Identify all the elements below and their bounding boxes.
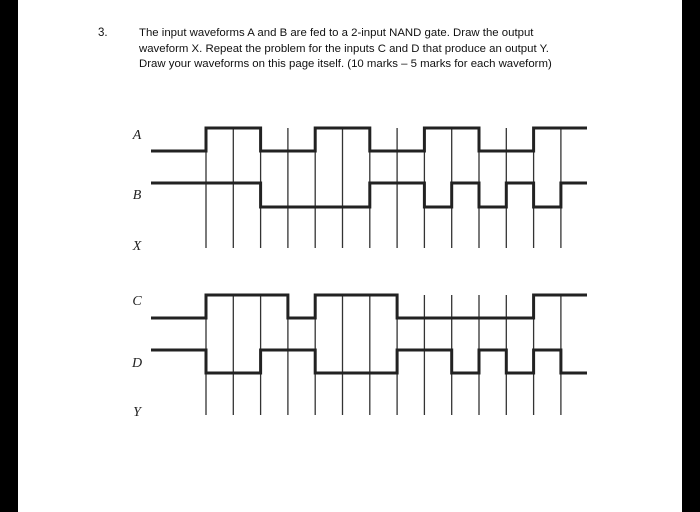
waveform-b <box>151 183 587 207</box>
label-y: Y <box>133 405 141 420</box>
label-b: B <box>132 188 142 203</box>
question-line-1: The input waveforms A and B are fed to a 2-input NAND gate. Draw the output <box>139 27 534 39</box>
waveform-a <box>151 128 587 151</box>
waveform-d <box>151 350 587 373</box>
question-line-3: Draw your waveforms on this page itself. (10 marks – 5 marks for each waveform) <box>139 58 552 70</box>
question-number: 3. <box>98 27 108 39</box>
label-d: D <box>131 356 143 371</box>
label-x: X <box>132 239 142 254</box>
waveform-c <box>151 295 587 318</box>
label-c: C <box>132 294 142 309</box>
label-a: A <box>132 128 142 143</box>
question-line-2: waveform X. Repeat the problem for the inputs C and D that produce an output Y. <box>139 42 549 55</box>
